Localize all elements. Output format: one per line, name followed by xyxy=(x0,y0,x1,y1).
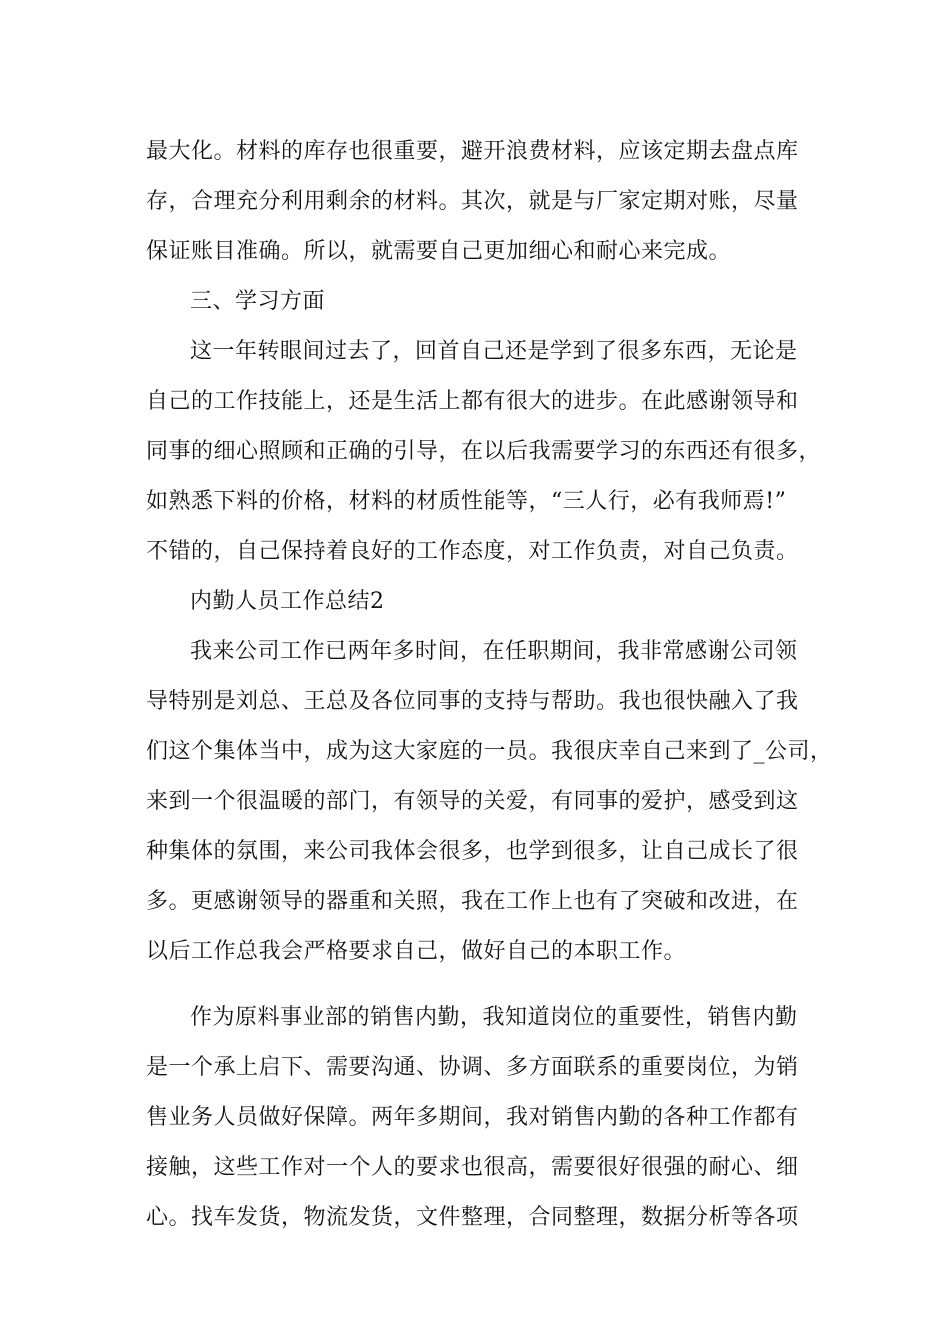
text-line: 多。更感谢领导的器重和关照，我在工作上也有了突破和改进，在 xyxy=(146,889,799,914)
text-line: 我来公司工作已两年多时间，在任职期间，我非常感谢公司领 xyxy=(190,639,798,664)
text-line: 是一个承上启下、需要沟通、协调、多方面联系的重要岗位，为销 xyxy=(146,1055,799,1080)
text-line: 心。找车发货，物流发货，文件整理，合同整理，数据分析等各项 xyxy=(146,1205,799,1230)
text-line: 不错的，自己保持着良好的工作态度，对工作负责，对自己负责。 xyxy=(146,539,799,564)
text-line: 同事的细心照顾和正确的引导，在以后我需要学习的东西还有很多， xyxy=(146,439,822,464)
text-line: 种集体的氛围，来公司我体会很多，也学到很多，让自己成长了很 xyxy=(146,839,799,864)
text-line: 保证账目准确。所以，就需要自己更加细心和耐心来完成。 xyxy=(146,239,732,264)
section-heading: 内勤人员工作总结2 xyxy=(190,589,385,614)
text-line: 来到一个很温暖的部门，有领导的关爱，有同事的爱护，感受到这 xyxy=(146,789,799,814)
text-line: 们这个集体当中，成为这大家庭的一员。我很庆幸自己来到了_公司， xyxy=(146,739,833,764)
text-line: 这一年转眼间过去了，回首自己还是学到了很多东西，无论是 xyxy=(190,339,798,364)
text-line: 接触，这些工作对一个人的要求也很高，需要很好很强的耐心、细 xyxy=(146,1155,799,1180)
text-line: 存，合理充分利用剩余的材料。其次，就是与厂家定期对账，尽量 xyxy=(146,189,799,214)
text-line: 以后工作总我会严格要求自己，做好自己的本职工作。 xyxy=(146,939,687,964)
text-line: 作为原料事业部的销售内勤，我知道岗位的重要性，销售内勤 xyxy=(190,1005,798,1030)
text-line: 最大化。材料的库存也很重要，避开浪费材料，应该定期去盘点库 xyxy=(146,139,799,164)
text-line: 如熟悉下料的价格，材料的材质性能等，“三人行，必有我师焉!” xyxy=(146,489,787,514)
text-line: 售业务人员做好保障。两年多期间，我对销售内勤的各种工作都有 xyxy=(146,1105,799,1130)
text-line: 导特别是刘总、王总及各位同事的支持与帮助。我也很快融入了我 xyxy=(146,689,799,714)
text-line: 自己的工作技能上，还是生活上都有很大的进步。在此感谢领导和 xyxy=(146,389,799,414)
section-heading: 三、学习方面 xyxy=(190,289,326,314)
